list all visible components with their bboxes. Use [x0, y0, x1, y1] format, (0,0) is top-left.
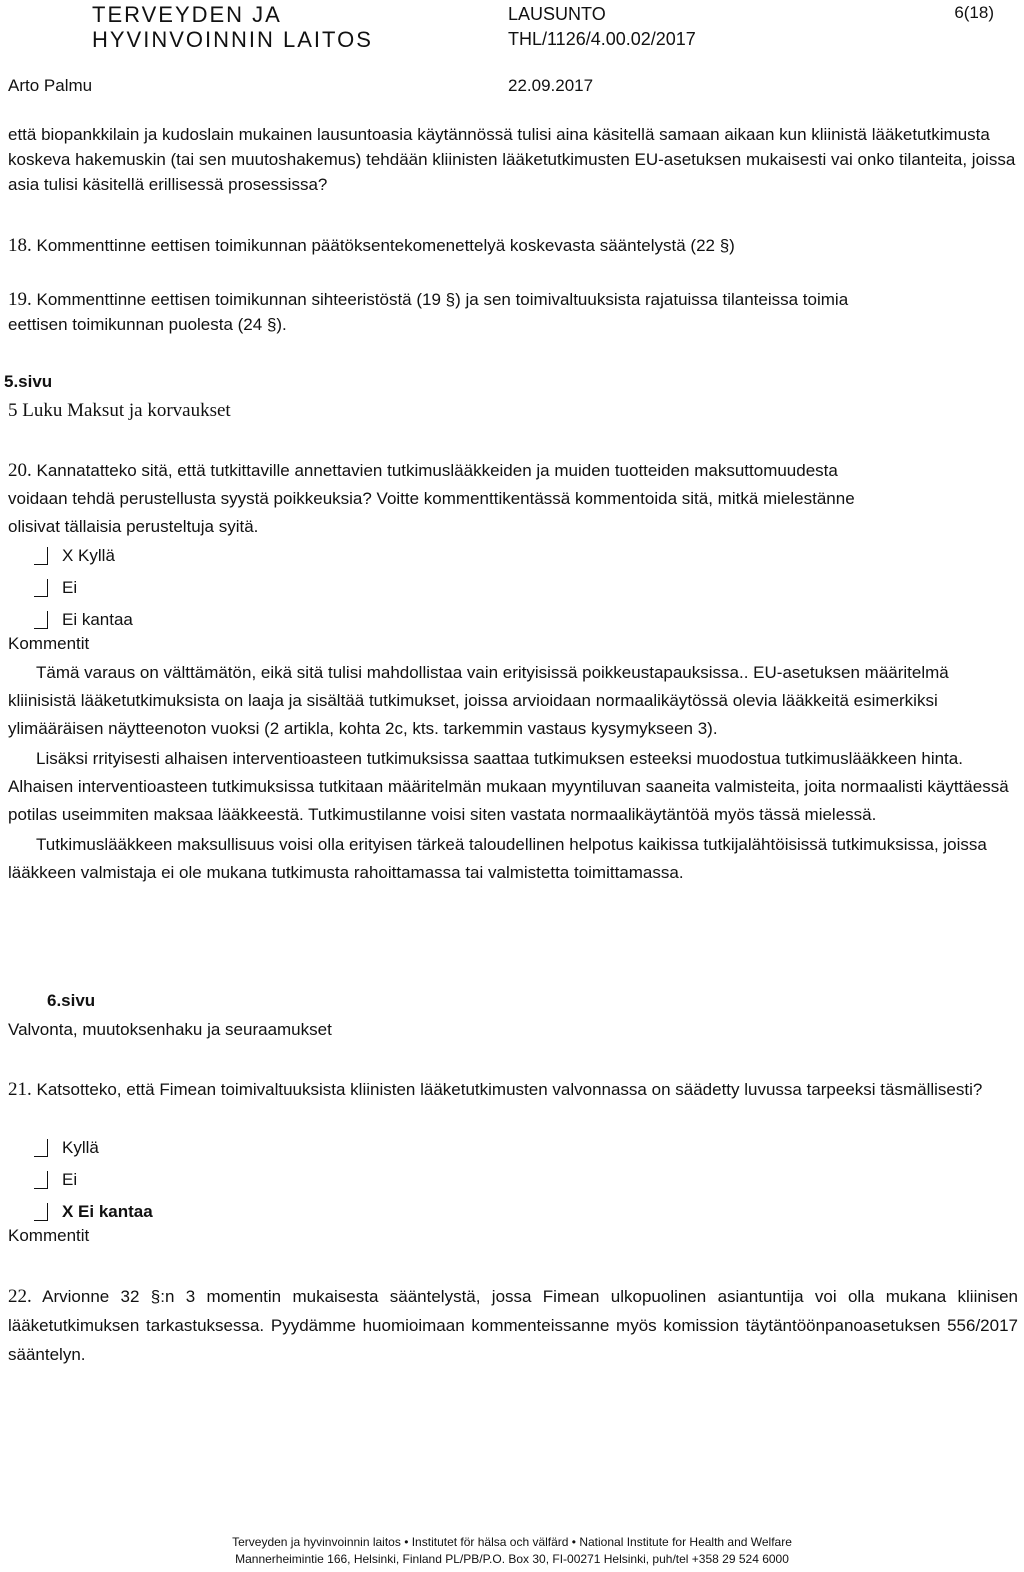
choice-label: X Kyllä [62, 546, 115, 565]
choice-label: Kyllä [62, 1138, 99, 1157]
question-number: 21. [8, 1079, 32, 1100]
checkbox[interactable] [34, 1171, 48, 1189]
choice-label: Ei [62, 1170, 78, 1189]
question-text: Kommenttinne eettisen toimikunnan päätöksentekomenettelyä koskevasta sääntelystä (22 §) [36, 236, 735, 255]
page-footer [0, 1534, 1024, 1568]
choice-label: Ei kantaa [62, 610, 133, 629]
intro-paragraph: että biopankkilain ja kudoslain mukainen lausuntoasia käytännössä tulisi aina käsitellä samaan aikaan kun kliinistä lääketutkimusta koskeva hakemuskin (tai sen muutoshakemus) tehdään kliinisten lääketutkimusten EU-asetuksen mukaisesti vai onko tilanteita, joissa asia tulisi käsitellä erillisessä prosessissa? [8, 125, 1016, 194]
question-21-choices [34, 1132, 153, 1228]
section-title: Valvonta, muutoksenhaku ja seuraamukset [8, 1020, 332, 1039]
question-number: 18. [8, 235, 32, 256]
question-text: Arvionne 32 §:n 3 momentin mukaisesta sääntelystä, jossa Fimean ulkopuolinen asiantuntija voi olla mukana kliinisen lääketutkimuksen tarkastuksessa. Pyydämme huomioimaan kommenteissanne myös komission täytäntöönpanoasetuksen 556/2017 sääntelyn. [8, 1287, 1018, 1364]
checkbox[interactable] [34, 611, 48, 629]
question-number: 22. [8, 1286, 32, 1307]
question-19 [8, 287, 908, 337]
footer-line2: Mannerheimintie 166, Helsinki, Finland PL/PB/P.O. Box 30, FI-00271 Helsinki, puh/tel +358 29 524 6000 [235, 1552, 789, 1566]
author-name: Arto Palmu [8, 76, 93, 95]
question-20-choices [34, 540, 133, 636]
organization-name-line2: HYVINVOINNIN LAITOS [92, 27, 373, 52]
checkbox[interactable] [34, 1139, 48, 1157]
question-20 [8, 457, 888, 541]
section-title-text: 5 Luku Maksut ja korvaukset [8, 400, 231, 421]
question-text: Kommenttinne eettisen toimikunnan sihteeristöstä (19 §) ja sen toimivaltuuksista rajatuissa tilanteissa toimia eettisen toimikunnan puolesta (24 §). [8, 290, 849, 334]
section-page-label: 6.sivu [47, 991, 96, 1010]
choice-label: Ei [62, 578, 78, 597]
question-text: Kannatatteko sitä, että tutkittaville annettavien tutkimuslääkkeiden ja muiden tuotteiden maksuttomuudesta voidaan tehdä perustellusta syystä poikkeuksia? Voitte kommenttikentässä kommentoida sitä, mitkä mielestänne olisivat tällaisia perusteltuja syitä. [8, 461, 855, 536]
comment-paragraph: Tämä varaus on välttämätön, eikä sitä tulisi mahdollistaa vain erityisissä poikkeustapauksissa.. EU-asetuksen määritelmä kliinisistä lääketutkimuksista on laaja ja sisältää tutkimukset, joissa arvioidaan normaalikäytössä olevia lääkkeitä esimerkiksi ylimääräisen näytteenoton vuoksi (2 artikla, kohta 2c, kts. tarkemmin vastaus kysymykseen 3). [8, 663, 949, 738]
document-type: LAUSUNTO [508, 4, 606, 24]
organization-name-line1: TERVEYDEN JA [92, 2, 282, 27]
question-text: Katsotteko, että Fimean toimivaltuuksista kliinisten lääketutkimusten valvonnassa on säädetty luvussa tarpeeksi täsmällisesti? [36, 1080, 983, 1099]
question-number: 20. [8, 460, 32, 481]
choice-option[interactable] [34, 604, 133, 636]
footer-line1: Terveyden ja hyvinvoinnin laitos • Institutet för hälsa och välfärd • National Institute for Health and Welfare [232, 1535, 792, 1549]
comment-block [8, 659, 1018, 887]
choice-option[interactable] [34, 1132, 153, 1164]
choice-option[interactable] [34, 1164, 153, 1196]
choice-option[interactable] [34, 572, 133, 604]
checkbox[interactable] [34, 547, 48, 565]
document-info [508, 2, 696, 52]
document-date: 22.09.2017 [508, 76, 594, 95]
choice-option[interactable] [34, 1196, 153, 1228]
comment-paragraph: Lisäksi rrityisesti alhaisen interventioasteen tutkimuksissa saattaa tutkimuksen esteeksi muodostua tutkimuslääkkeen hinta. Alhaisen interventioasteen tutkimuksissa tutkitaan määritelmän mukaan myyntiluvan saaneita valmisteita, joita normaalisti käyttäessä potilas useimmiten maksaa lääkkeestä. Tutkimustilanne voisi siten vastata normaalikäytäntöä myös tässä mielessä. [8, 749, 1009, 824]
question-22 [8, 1282, 1018, 1369]
checkbox[interactable] [34, 1203, 48, 1221]
choice-option[interactable] [34, 540, 133, 572]
comment-label: Kommentit [8, 1226, 90, 1245]
document-reference: THL/1126/4.00.02/2017 [508, 29, 696, 49]
question-number: 19. [8, 289, 32, 310]
checkbox[interactable] [34, 579, 48, 597]
section-page-label: 5.sivu [4, 372, 53, 391]
choice-label: X Ei kantaa [62, 1202, 153, 1221]
organization-name [92, 2, 373, 52]
page-number: 6(18) [954, 3, 994, 22]
comment-paragraph: Tutkimuslääkkeen maksullisuus voisi olla erityisen tärkeä taloudellinen helpotus kaikissa tutkijalähtöisissä tutkimuksissa, joissa lääkkeen valmistaja ei ole mukana tutkimusta rahoittamassa tai valmistetta toimittamassa. [8, 835, 987, 882]
question-18 [8, 233, 1018, 258]
comment-label: Kommentit [8, 634, 90, 653]
question-21 [8, 1076, 998, 1103]
section-title [8, 400, 231, 422]
